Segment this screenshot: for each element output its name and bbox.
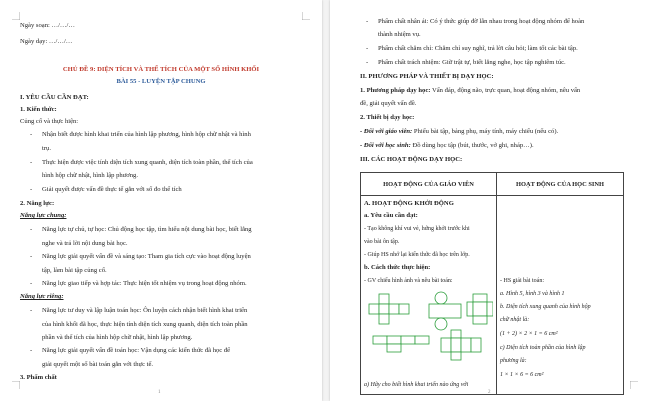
activities-table — [360, 172, 624, 395]
subsection-heading: 2. Năng lực: — [20, 200, 55, 207]
bullet-dash: - — [366, 45, 369, 52]
bullet-text: Năng lực tự chủ, tự học: Chủ động học tập, tìm hiểu nội dung bài học, biết lắng — [42, 226, 252, 233]
margin-corner-mark — [12, 12, 20, 20]
bullet-dash: - — [30, 347, 33, 354]
date-teach: Ngày dạy: …/…/… — [20, 38, 73, 45]
teacher-label: - Đối với giáo viên: — [360, 128, 413, 135]
section-heading: I. YÊU CẦU CẦN ĐẠT: — [20, 94, 89, 101]
bullet-text: trụ. — [42, 145, 51, 152]
bullet-text: Giải quyết được vấn đề thực tế gắn với số đo thể tích — [42, 186, 182, 193]
bullet-text: Phẩm chất trách nhiệm: Giữ trật tự, biết lắng nghe, học tập nghiêm túc. — [378, 59, 566, 66]
paragraph — [360, 87, 580, 95]
cube-net-figure — [369, 294, 409, 324]
bullet-text: Năng lực tư duy và lập luận toán học: Ôn luyện cách nhận biết hình khai triển — [42, 307, 248, 314]
cell-text: a. Hình 5, hình 3 và hình 1 — [500, 291, 565, 297]
cell-text: chữ nhật là: — [500, 317, 530, 323]
paragraph — [360, 128, 558, 136]
bullet-text: thành nhiệm vụ. — [378, 31, 421, 38]
student-label: - Đối với học sinh: — [360, 142, 411, 149]
math-expression: (1 + 2) × 2 × 1 = 6 cm² — [500, 331, 558, 337]
document-page-2 — [330, 0, 650, 401]
table-header-row — [361, 173, 624, 196]
document-page-1 — [0, 0, 322, 401]
bullet-text: Thực hiện được việc tính diện tích xung quanh, diện tích toàn phần, thể tích của — [42, 159, 253, 166]
bullet-text: Năng lực giải quyết vấn đề toán học: Vận dụng các kiến thức đã học để — [42, 347, 231, 354]
cell-text: c) Diện tích toàn phần của hình lập — [500, 345, 586, 351]
section-heading: II. PHƯƠNG PHÁP VÀ THIẾT BỊ DẠY HỌC: — [360, 73, 494, 80]
page-number: 1 — [158, 390, 161, 395]
teacher-text: Phiếu bài tập, bảng phụ, máy tính, máy chiếu (nếu có). — [412, 128, 559, 135]
bullet-text: Phẩm chất chăm chỉ: Chăm chỉ suy nghĩ, trả lời câu hỏi; làm tốt các bài tập. — [378, 45, 578, 52]
lesson-title: BÀI 55 - LUYỆN TẬP CHUNG — [116, 78, 206, 85]
column-header-student: HOẠT ĐỘNG CỦA HỌC SINH — [497, 173, 624, 196]
cell-text: phương là: — [500, 358, 527, 364]
student-cell — [497, 196, 624, 395]
method-heading: b. Cách thức thực hiện: — [364, 264, 431, 271]
cell-text: - GV chiếu hình ảnh và nêu bài toán: — [364, 278, 453, 284]
cell-text: b. Diện tích xung quanh của hình hộp — [500, 304, 591, 310]
bullet-dash: - — [30, 253, 33, 260]
bullet-text: Năng lực giải quyết vấn đề và sáng tạo: Tham gia tích cực vào hoạt động luyện — [42, 253, 251, 260]
math-expression: 1 × 1 × 6 = 6 cm² — [500, 372, 544, 378]
net-figures — [365, 288, 493, 376]
bullet-text: hình hộp chữ nhật, hình lập phương. — [42, 172, 138, 179]
cylinder-net-figure — [429, 292, 461, 330]
cell-text: vào bài ôn tập. — [364, 239, 400, 245]
paragraph — [360, 142, 534, 150]
subsection-heading: 1. Kiến thức: — [20, 106, 57, 113]
margin-corner-mark — [630, 381, 638, 389]
margin-corner-mark — [302, 12, 310, 20]
bullet-dash: - — [366, 18, 369, 25]
paragraph: đề, giải quyết vấn đề. — [360, 100, 417, 107]
cell-text: - Tạo không khí vui vẻ, hứng khởi trước khi — [364, 226, 470, 232]
table-row — [361, 196, 624, 395]
prism-net-figure — [467, 294, 493, 324]
bullet-text: tập, làm bài tập củng cố. — [42, 267, 107, 274]
bullet-text: Nhận biết được hình khai triển của hình lập phương, hình hộp chữ nhật và hình — [42, 131, 251, 138]
bullet-dash: - — [30, 131, 33, 138]
subheading-general: Năng lực chung: — [20, 212, 67, 219]
methods-text: Vấn đáp, động não, trực quan, hoạt động nhóm, nêu vấn — [430, 87, 581, 94]
section-heading: III. CÁC HOẠT ĐỘNG DẠY HỌC: — [360, 156, 463, 163]
column-header-teacher: HOẠT ĐỘNG CỦA GIÁO VIÊN — [361, 173, 497, 196]
cuboid-net-figure — [441, 330, 481, 360]
cell-text: - Giúp HS nhớ lại kiến thức đã học trên lớp. — [364, 252, 470, 258]
margin-corner-mark — [12, 381, 20, 389]
bullet-text: giải quyết một số bài toán gắn với thực tế. — [42, 361, 154, 368]
bullet-dash: - — [30, 307, 33, 314]
date-compose: Ngày soạn: …/…/… — [20, 22, 75, 29]
bullet-text: nghe và trả lời nội dung bài học. — [42, 240, 128, 247]
activity-title: A. HOẠT ĐỘNG KHỞI ĐỘNG — [364, 200, 454, 207]
subheading-specific: Năng lực riêng: — [20, 293, 64, 300]
bullet-dash: - — [30, 186, 33, 193]
teacher-cell — [361, 196, 497, 395]
subsection-heading: 3. Phẩm chất — [20, 374, 57, 381]
subsection-heading: 2. Thiết bị dạy học: — [360, 114, 415, 121]
bullet-text: phần và thể tích của hình hộp chữ nhật, hình lập phương. — [42, 334, 193, 341]
page-number: 2 — [488, 390, 491, 395]
bullet-dash: - — [30, 226, 33, 233]
bullet-dash: - — [30, 159, 33, 166]
cell-text: - HS giải bài toán: — [500, 278, 544, 284]
goal-heading: a. Yêu cầu cần đạt: — [364, 212, 418, 219]
student-text: Đồ dùng học tập (bút, thước, vở ghi, nháp…). — [410, 142, 534, 149]
bullet-dash: - — [30, 280, 33, 287]
methods-label: 1. Phương pháp dạy học: — [360, 87, 431, 94]
paragraph: Củng cố và thực hiện: — [20, 118, 79, 125]
bullet-dash: - — [366, 59, 369, 66]
bullet-text: của hình khối đã học, thực hiện tính diện tích xung quanh, diện tích toàn phần — [42, 321, 248, 328]
box-net-figure — [373, 336, 429, 352]
question-text: a) Hãy cho biết hình khai triển nào ứng với — [364, 382, 469, 388]
topic-title: CHỦ ĐỀ 9: DIỆN TÍCH VÀ THỂ TÍCH CỦA MỘT SỐ HÌNH KHỐI — [62, 66, 260, 73]
bullet-text: Phẩm chất nhân ái: Có ý thức giúp đỡ lẫn nhau trong hoạt động nhóm để hoàn — [378, 18, 585, 25]
bullet-text: Năng lực giao tiếp và hợp tác: Thực hiện tốt nhiệm vụ trong hoạt động nhóm. — [42, 280, 247, 287]
